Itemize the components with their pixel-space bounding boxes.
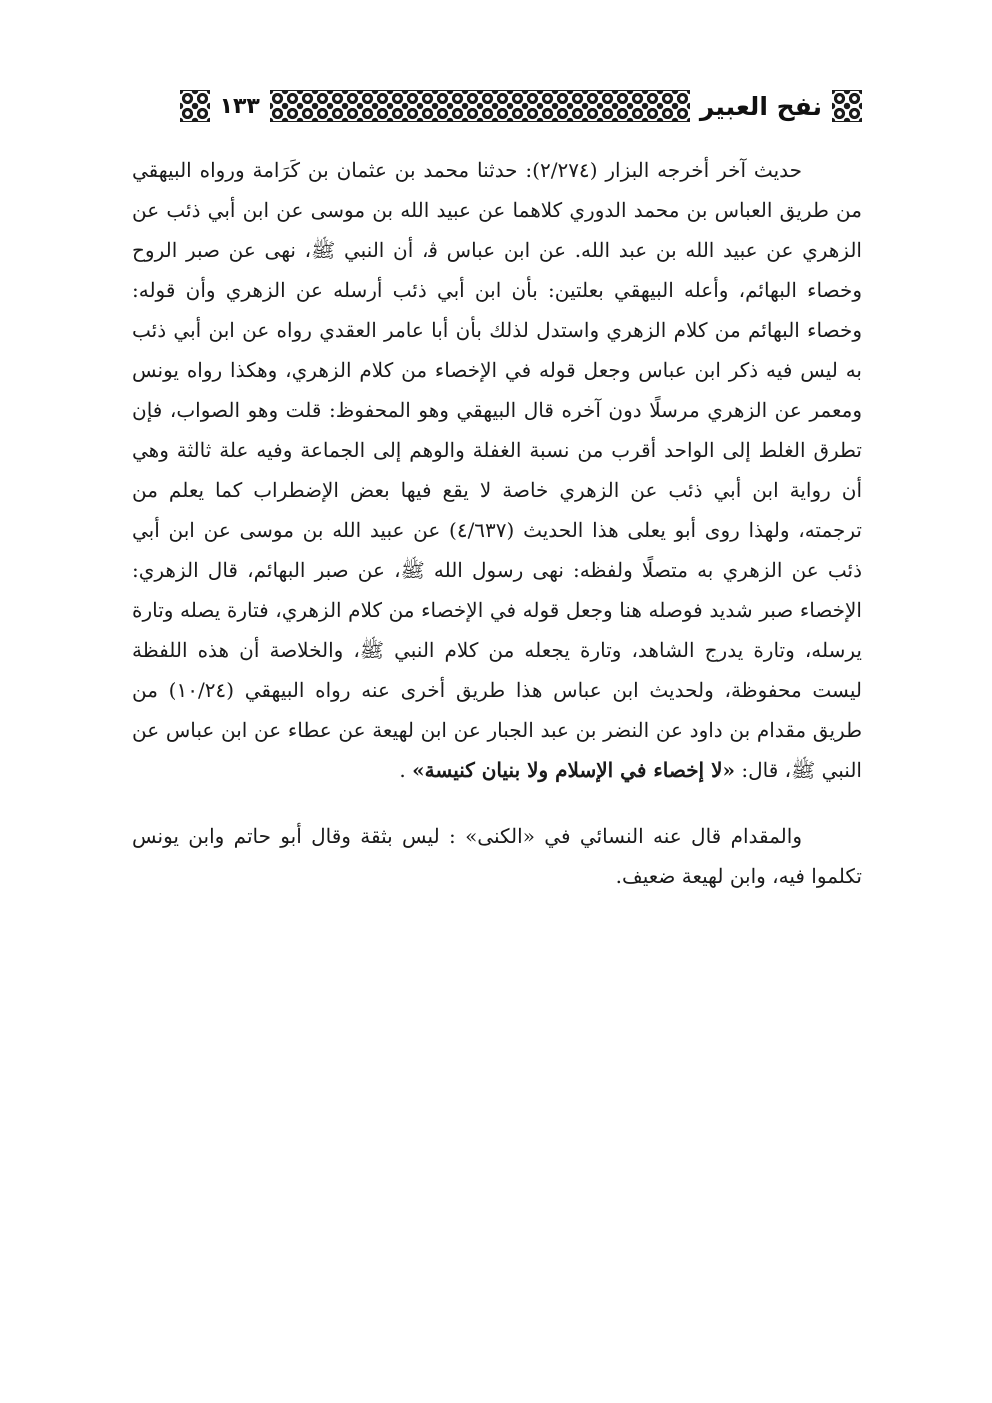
paragraph-2: والمقدام قال عنه النسائي في «الكنى» : ليس بثقة وقال أبو حاتم وابن يونس تكلموا فيه، وابن لهيعة ضعيف.: [132, 824, 862, 888]
body-text: [132, 150, 862, 896]
header-ornament-end: [180, 90, 210, 122]
paragraph-1-text: حديث آخر أخرجه البزار (٢/٢٧٤): حدثنا محمد بن عثمان بن كَرَامة ورواه البيهقي من طريق العباس بن محمد الدوري كلاهما عن عبيد الله بن موسى عن ابن أبي ذئب عن الزهري عن عبيد الله بن عبد الله. عن ابن عباس ﭬ، أن النبي ﷺ، نهى عن صبر الروح وخصاء البهائم، وأعله البيهقي بعلتين: بأن ابن أبي ذئب أرسله عن الزهري وأن قوله: وخصاء البهائم من كلام الزهري واستدل لذلك بأن أبا عامر العقدي رواه عن ابن أبي ذئب به ليس فيه ذكر ابن عباس وجعل قوله في الإخصاء من كلام الزهري، وهكذا رواه يونس ومعمر عن الزهري مرسلًا دون آخره قال البيهقي وهو المحفوظ: قلت وهو الصواب، فإن تطرق الغلط إلى الواحد أقرب من نسبة الغفلة والوهم إلى الجماعة وفيه علة ثالثة وهي أن رواية ابن أبي ذئب عن الزهري خاصة لا يقع فيها بعض الإضطراب كما يعلم من ترجمته، ولهذا روى أبو يعلى هذا الحديث (٤/٦٣٧) عن عبيد الله بن موسى عن ابن أبي ذئب عن الزهري به متصلًا ولفظه: نهى رسول الله ﷺ، عن صبر البهائم، قال الزهري: الإخصاء صبر شديد فوصله هنا وجعل قوله في الإخصاء من كلام الزهري، فتارة يصله وتارة يرسله، وتارة يدرج الشاهد، وتارة يجعله من كلام النبي ﷺ، والخلاصة أن هذه اللفظة ليست محفوظة، ولحديث ابن عباس هذا طريق أخرى عنه رواه البيهقي (١٠/٢٤) من طريق مقدام بن داود عن النضر بن عبد الجبار عن ابن لهيعة عن عطاء عن ابن عباس عن النبي ﷺ، قال:: [132, 158, 862, 782]
header-ornament-start: [832, 90, 862, 122]
paragraph-1-end: .: [399, 758, 413, 782]
paragraph-1: [132, 150, 862, 790]
book-title: نفح العبير: [699, 91, 822, 121]
hadith-quote: «لا إخصاء في الإسلام ولا بنيان كنيسة»: [412, 758, 735, 782]
page-header: [132, 84, 862, 128]
header-ornament-middle: [270, 90, 690, 122]
page-number: ١٣٣: [219, 93, 260, 119]
